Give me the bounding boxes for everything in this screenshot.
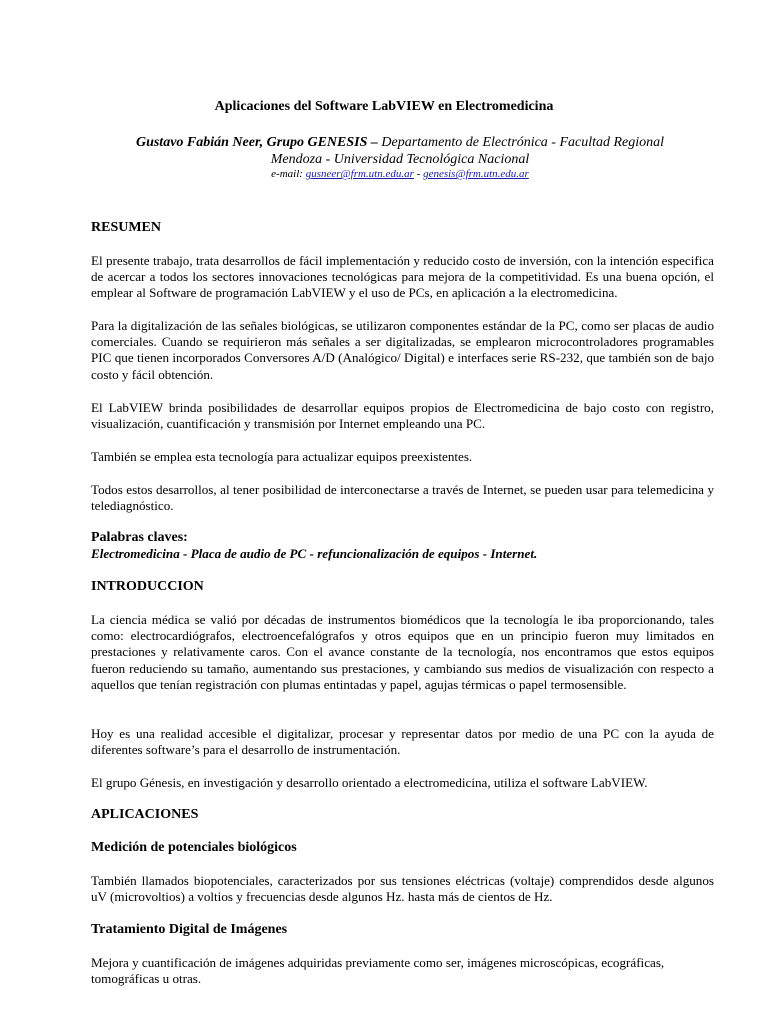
email-label: e-mail: xyxy=(271,168,306,180)
email-link-1[interactable]: gusneer@frm.utn.edu.ar xyxy=(305,168,414,180)
resumen-paragraph-3: El LabVIEW brinda posibilidades de desarrollar equipos propios de Electromedicina de bajo costo con registro, visualización, cuantificación y transmisión por Internet empleando una PC. xyxy=(91,400,714,432)
heading-resumen: RESUMEN xyxy=(91,220,162,235)
author-affiliation xyxy=(110,134,690,168)
paper-title: Aplicaciones del Software LabVIEW en Electromedicina xyxy=(214,99,554,114)
keywords-text: Electromedicina - Placa de audio de PC - refuncionalización de equipos - Internet. xyxy=(91,546,538,561)
email-line xyxy=(0,167,768,181)
resumen-paragraph-1: El presente trabajo, trata desarrollos de fácil implementación y reducido costo de inversión, con la intención especifica de acercar a todos los sectores innovaciones tecnológicas para mejora de la competitividad. Es una buena opción, el emplear al Software de programación LabVIEW y el uso de PCs, en aplicación a la electromedicina. xyxy=(91,253,714,301)
potenciales-paragraph: También llamados biopotenciales, caracterizados por sus tensiones eléctricas (voltaje) comprendidos desde algunos uV (microvoltios) a voltios y frecuencias desde algunos Hz. hasta más de cientos de Hz. xyxy=(91,873,714,905)
resumen-paragraph-4: También se emplea esta tecnología para actualizar equipos preexistentes. xyxy=(91,449,473,464)
heading-aplicaciones: APLICACIONES xyxy=(91,807,199,822)
affiliation-text: Departamento de Electrónica - Facultad Regional Mendoza - Universidad Tecnológica Nacional xyxy=(270,135,665,167)
author-names: Gustavo Fabián Neer, Grupo GENESIS – xyxy=(135,135,378,150)
email-separator: - xyxy=(413,168,424,180)
keywords-label: Palabras claves: xyxy=(91,530,188,545)
heading-introduccion: INTRODUCCION xyxy=(91,579,204,594)
resumen-paragraph-2: Para la digitalización de las señales biológicas, se utilizaron componentes estándar de la PC, como ser placas de audio comerciales. Cuando se requirieron más señales a ser digitalizadas, se emplearon microcontroladores programables PIC que tienen incorporados Conversores A/D (Analógico/ Digital) e interfaces serie RS-232, que también son de bajo costo y fácil obtención. xyxy=(91,318,714,382)
imagenes-paragraph: Mejora y cuantificación de imágenes adquiridas previamente como ser, imágenes microscópicas, ecográficas, tomográficas u otras. xyxy=(91,955,665,987)
intro-paragraph-2: Hoy es una realidad accesible el digitalizar, procesar y representar datos por medio de una PC con la ayuda de diferentes software’s para el desarrollo de instrumentación. xyxy=(91,726,714,758)
resumen-paragraph-5: Todos estos desarrollos, al tener posibilidad de interconectarse a través de Internet, se pueden usar para telemedicina y telediagnóstico. xyxy=(91,482,714,514)
intro-paragraph-1: La ciencia médica se valió por décadas de instrumentos biomédicos que la tecnología le iba proporcionando, tales como: electrocardiógrafos, electroencefalógrafos y otros equipos que en un principio fueron muy limitados en prestaciones y relativamente caros. Con el avance constante de la tecnología, nos encontramos que estos equipos fueron reduciendo su tamaño, aumentando sus prestaciones, y cambiando sus medios de visualización con respecto a aquellos que tenían registración con plumas entintadas y papel, agujas térmicas o papel termosensible. xyxy=(91,612,714,692)
email-link-2[interactable]: genesis@frm.utn.edu.ar xyxy=(423,168,529,180)
subheading-potenciales: Medición de potenciales biológicos xyxy=(91,840,297,855)
intro-paragraph-3: El grupo Génesis, en investigación y desarrollo orientado a electromedicina, utiliza el software LabVIEW. xyxy=(91,775,648,790)
subheading-imagenes: Tratamiento Digital de Imágenes xyxy=(91,922,288,937)
